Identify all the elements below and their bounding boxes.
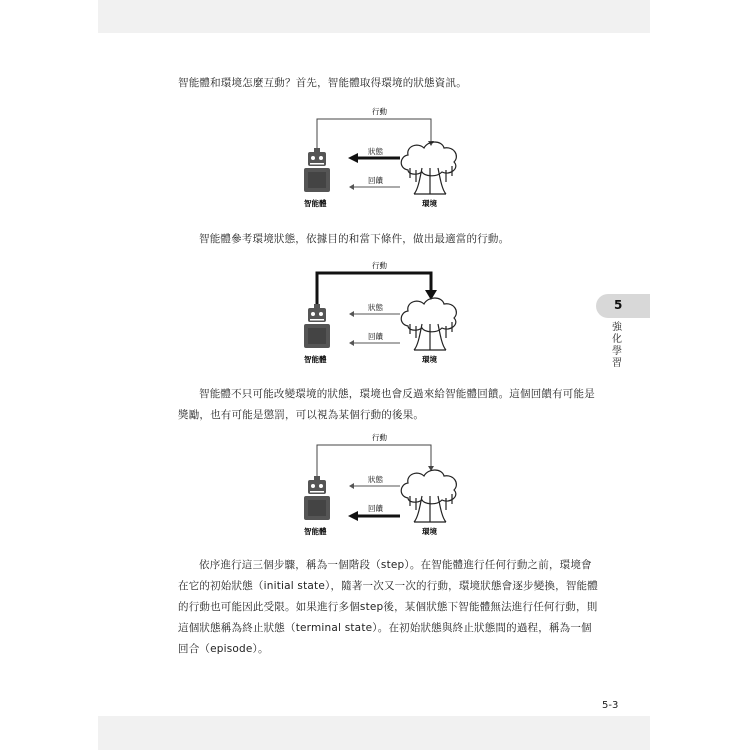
chapter-tab	[596, 294, 650, 318]
agent-label: 智能體	[304, 199, 327, 208]
page-number: 5-3	[602, 700, 619, 711]
agent-label: 智能體	[304, 527, 327, 536]
tree-icon	[401, 298, 456, 350]
robot-icon	[304, 148, 330, 192]
chapter-title: 強化學習	[612, 322, 622, 369]
state-label: 狀態	[368, 147, 383, 156]
state-label: 狀態	[368, 475, 383, 484]
footer-band	[98, 716, 650, 750]
action-label: 行動	[372, 433, 387, 442]
tree-icon	[401, 470, 456, 522]
feedback-label: 回饋	[368, 332, 383, 341]
robot-icon	[304, 476, 330, 520]
agent-label: 智能體	[304, 355, 327, 364]
chapter-number: 5	[614, 298, 623, 312]
paragraph-2: 智能體參考環境狀態，依據目的和當下條件，做出最適當的行動。	[199, 233, 510, 245]
agent-environment-diagram-state	[290, 102, 480, 212]
robot-icon	[304, 304, 330, 348]
agent-environment-diagram-feedback	[290, 430, 480, 540]
agent-environment-diagram-action	[290, 258, 480, 368]
action-label: 行動	[372, 261, 387, 270]
feedback-label: 回饋	[368, 504, 383, 513]
header-band	[98, 0, 650, 33]
tree-icon	[401, 142, 456, 194]
paragraph-3: 智能體不只可能改變環境的狀態，環境也會反過來給智能體回饋。這個回饋有可能是獎勵，也有可能是懲罰，可以視為某個行動的後果。	[178, 388, 595, 421]
action-label: 行動	[372, 107, 387, 116]
state-label: 狀態	[368, 303, 383, 312]
environment-label: 環境	[422, 355, 437, 364]
environment-label: 環境	[422, 527, 437, 536]
paragraph-1: 智能體和環境怎麼互動？首先，智能體取得環境的狀態資訊。	[178, 77, 467, 89]
feedback-label: 回饋	[368, 176, 383, 185]
paragraph-4: 依序進行這三個步驟，稱為一個階段（step）。在智能體進行任何行動之前，環境會在它的初始狀態（initial state），隨著一次又一次的行動，環境狀態會逐步變換，智能體的行動也可能因此受限。如果進行多個step後，某個狀態下智能體無法進行任何行動，則這個狀態稱為終止狀態（terminal state）。在初始狀態與終止狀態間的過程，稱為一個回合（episode）。	[178, 559, 598, 655]
environment-label: 環境	[422, 199, 437, 208]
